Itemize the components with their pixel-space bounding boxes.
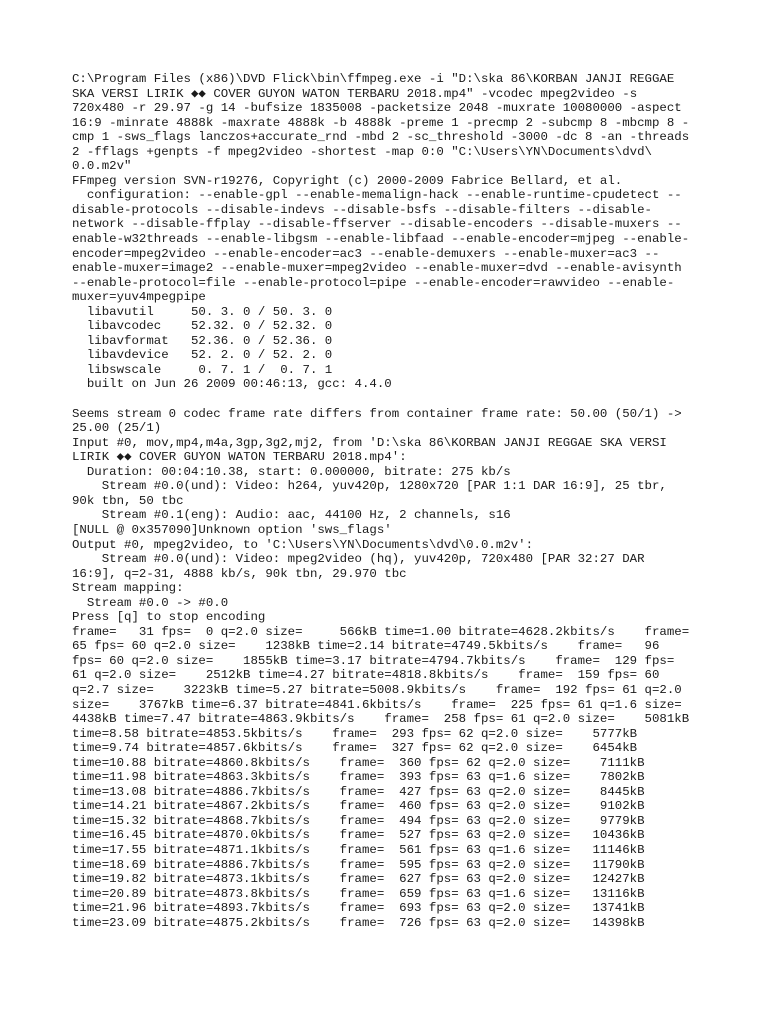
log-line: libavutil 50. 3. 0 / 50. 3. 0 <box>72 304 333 319</box>
log-line: SKA VERSI LIRIK ◆◆ COVER GUYON WATON TERBARU 2018.mp4" -vcodec mpeg2video -s <box>72 86 638 101</box>
log-line: 2 -fflags +genpts -f mpeg2video -shortest -map 0:0 "C:\Users\YN\Documents\dvd\ <box>72 144 652 159</box>
log-line <box>72 392 696 407</box>
log-line: q=2.7 size= 3223kB time=5.27 bitrate=5008.9kbits/s frame= 192 fps= 61 q=2.0 <box>72 682 682 697</box>
log-line: Stream mapping: <box>72 581 184 596</box>
log-line: Stream #0.0 -> #0.0 <box>72 595 229 610</box>
ffmpeg-log-text <box>72 72 696 930</box>
log-line: size= 3767kB time=6.37 bitrate=4841.6kbits/s frame= 225 fps= 61 q=1.6 size= <box>72 697 682 712</box>
log-line: time=8.58 bitrate=4853.5kbits/s frame= 293 fps= 62 q=2.0 size= 5777kB <box>72 726 638 741</box>
log-line: libavdevice 52. 2. 0 / 52. 2. 0 <box>72 348 333 363</box>
log-line: time=23.09 bitrate=4875.2kbits/s frame= 726 fps= 63 q=2.0 size= 14398kB <box>72 915 645 930</box>
log-line: enable-w32threads --enable-libgsm --enable-libfaad --enable-encoder=mjpeg --enable- <box>72 232 690 247</box>
log-line: time=14.21 bitrate=4867.2kbits/s frame= 460 fps= 63 q=2.0 size= 9102kB <box>72 799 645 814</box>
log-line: enable-muxer=image2 --enable-muxer=mpeg2video --enable-muxer=dvd --enable-avisynth <box>72 261 682 276</box>
log-line: encoder=mpeg2video --enable-encoder=ac3 --enable-demuxers --enable-muxer=ac3 -- <box>72 246 660 261</box>
log-line: time=17.55 bitrate=4871.1kbits/s frame= 561 fps= 63 q=1.6 size= 11146kB <box>72 842 645 857</box>
log-line: 16:9 -minrate 4888k -maxrate 4888k -b 4888k -preme 1 -precmp 2 -subcmp 8 -mbcmp 8 - <box>72 115 690 130</box>
log-line: time=20.89 bitrate=4873.8kbits/s frame= 659 fps= 63 q=1.6 size= 13116kB <box>72 886 645 901</box>
log-line: --enable-protocol=file --enable-protocol=pipe --enable-encoder=rawvideo --enable- <box>72 275 675 290</box>
log-line: LIRIK ◆◆ COVER GUYON WATON TERBARU 2018.mp4': <box>72 450 407 465</box>
log-line: 25.00 (25/1) <box>72 421 162 436</box>
log-line: Stream #0.0(und): Video: h264, yuv420p, 1280x720 [PAR 1:1 DAR 16:9], 25 tbr, <box>72 479 667 494</box>
log-line: 720x480 -r 29.97 -g 14 -bufsize 1835008 -packetsize 2048 -muxrate 10080000 -aspect <box>72 101 682 116</box>
log-line: C:\Program Files (x86)\DVD Flick\bin\ffmpeg.exe -i "D:\ska 86\KORBAN JANJI REGGAE <box>72 72 675 86</box>
log-line: fps= 60 q=2.0 size= 1855kB time=3.17 bitrate=4794.7kbits/s frame= 129 fps= <box>72 653 675 668</box>
log-line: Input #0, mov,mp4,m4a,3gp,3g2,mj2, from 'D:\ska 86\KORBAN JANJI REGGAE SKA VERSI <box>72 435 667 450</box>
log-line: libavcodec 52.32. 0 / 52.32. 0 <box>72 319 333 334</box>
log-line: cmp 1 -sws_flags lanczos+accurate_rnd -mbd 2 -sc_threshold -3000 -dc 8 -an -threads <box>72 130 690 145</box>
log-line: muxer=yuv4mpegpipe <box>72 290 206 305</box>
log-line: time=10.88 bitrate=4860.8kbits/s frame= 360 fps= 62 q=2.0 size= 7111kB <box>72 755 645 770</box>
log-line: time=19.82 bitrate=4873.1kbits/s frame= 627 fps= 63 q=2.0 size= 12427kB <box>72 872 645 887</box>
log-line: 61 q=2.0 size= 2512kB time=4.27 bitrate=4818.8kbits/s frame= 159 fps= 60 <box>72 668 660 683</box>
log-line: Duration: 00:04:10.38, start: 0.000000, bitrate: 275 kb/s <box>72 464 511 479</box>
log-line: time=16.45 bitrate=4870.0kbits/s frame= 527 fps= 63 q=2.0 size= 10436kB <box>72 828 645 843</box>
log-line: Output #0, mpeg2video, to 'C:\Users\YN\Documents\dvd\0.0.m2v': <box>72 537 534 552</box>
log-line: libavformat 52.36. 0 / 52.36. 0 <box>72 333 333 348</box>
log-line: 4438kB time=7.47 bitrate=4863.9kbits/s frame= 258 fps= 61 q=2.0 size= 5081kB <box>72 712 690 727</box>
log-line: 0.0.m2v" <box>72 159 132 174</box>
log-line: Stream #0.1(eng): Audio: aac, 44100 Hz, 2 channels, s16 <box>72 508 511 523</box>
log-line: time=15.32 bitrate=4868.7kbits/s frame= 494 fps= 63 q=2.0 size= 9779kB <box>72 813 645 828</box>
log-line: configuration: --enable-gpl --enable-memalign-hack --enable-runtime-cpudetect -- <box>72 188 682 203</box>
log-line: Seems stream 0 codec frame rate differs from container frame rate: 50.00 (50/1) -> <box>72 406 682 421</box>
log-line: time=21.96 bitrate=4893.7kbits/s frame= 693 fps= 63 q=2.0 size= 13741kB <box>72 901 645 916</box>
log-line: Stream #0.0(und): Video: mpeg2video (hq), yuv420p, 720x480 [PAR 32:27 DAR <box>72 552 645 567</box>
log-line: time=9.74 bitrate=4857.6kbits/s frame= 327 fps= 62 q=2.0 size= 6454kB <box>72 741 638 756</box>
log-line: 90k tbn, 50 tbc <box>72 493 184 508</box>
log-line: 65 fps= 60 q=2.0 size= 1238kB time=2.14 bitrate=4749.5kbits/s frame= 96 <box>72 639 660 654</box>
log-line: Press [q] to stop encoding <box>72 610 266 625</box>
log-line: frame= 31 fps= 0 q=2.0 size= 566kB time=1.00 bitrate=4628.2kbits/s frame= <box>72 624 690 639</box>
log-line: time=11.98 bitrate=4863.3kbits/s frame= 393 fps= 63 q=1.6 size= 7802kB <box>72 770 645 785</box>
log-line: built on Jun 26 2009 00:46:13, gcc: 4.4.0 <box>72 377 392 392</box>
log-line: network --disable-ffplay --disable-ffserver --disable-encoders --disable-muxers -- <box>72 217 682 232</box>
log-line: libswscale 0. 7. 1 / 0. 7. 1 <box>72 362 333 377</box>
log-line: FFmpeg version SVN-r19276, Copyright (c) 2000-2009 Fabrice Bellard, et al. <box>72 173 623 188</box>
log-line: 16:9], q=2-31, 4888 kb/s, 90k tbn, 29.970 tbc <box>72 566 407 581</box>
log-line: [NULL @ 0x357090]Unknown option 'sws_flags' <box>72 522 392 537</box>
log-line: time=18.69 bitrate=4886.7kbits/s frame= 595 fps= 63 q=2.0 size= 11790kB <box>72 857 645 872</box>
log-line: time=13.08 bitrate=4886.7kbits/s frame= 427 fps= 63 q=2.0 size= 8445kB <box>72 784 645 799</box>
log-line: disable-protocols --disable-indevs --disable-bsfs --disable-filters --disable- <box>72 202 652 217</box>
